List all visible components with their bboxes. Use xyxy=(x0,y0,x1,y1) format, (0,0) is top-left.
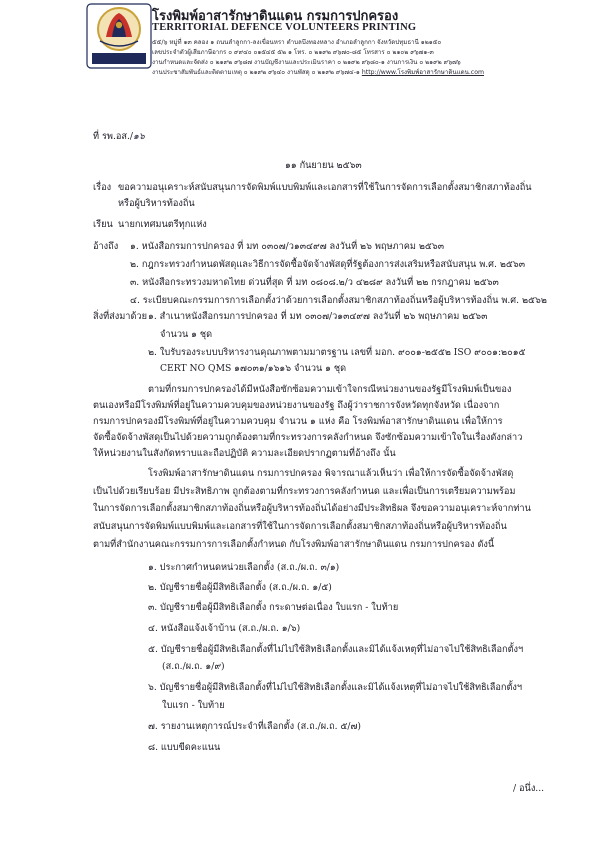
org-address: ๕๕/๖ หมู่ที่ ๑๓ คลอง ๑ ถนนลำลูกกา-ลงเขื่อนหรา ตำบลบึงทองหลาง อำเภอลำลูกกา จังหวัดปทุมธานี ๑๒๑๕๐ xyxy=(152,39,442,46)
org-tax-phone: เลขประจำตัวผู้เสียภาษีอากร ๐ ๙๙๔๐ ๐๑๕๔๕ ๕๒ ๑ โทร. ๐ ๒๑๙๒ ๙๖๗๐-๘๕ โทรสาร ๐ ๒๑๐๒ ๙๖๗๑-๓ xyxy=(152,49,434,56)
form-list-item: ๒. บัญชีรายชื่อผู้มีสิทธิเลือกตั้ง (ส.ถ./ผ.ถ. ๑/๕) xyxy=(148,582,332,593)
document-reference xyxy=(93,129,145,144)
subject-line-2: หรือผู้บริหารท้องถิ่น xyxy=(118,198,195,209)
form-list-item: ๔. หนังสือแจ้งเจ้าบ้าน (ส.ถ./ผ.ถ. ๑/๖) xyxy=(148,623,301,634)
paragraph-2-line: ในการจัดการเลือกตั้งสมาชิกสภาท้องถิ่นหรือผู้บริหารท้องถิ่นได้อย่างมีประสิทธิผล จึงขอความอนุเคราะห์จากท่าน xyxy=(93,503,531,514)
paragraph-1-line: จัดซื้อจัดจ้างพัสดุเป็นไปด้วยความถูกต้องตามที่กระทรวงการคลังกำหนด จึงซักซ้อมความเข้าใจในเรื่องดังกล่าว xyxy=(93,432,523,443)
paragraph-2-line: เป็นไปด้วยเรียบร้อย มีประสิทธิภาพ ถูกต้องตามที่กระทรวงการคลังกำหนด และเพื่อเป็นการเตรียมความพร้อม xyxy=(93,486,516,497)
form-list-item: ๕. บัญชีรายชื่อผู้มีสิทธิเลือกตั้งที่ไม่ไปใช้สิทธิเลือกตั้งและมิได้แจ้งเหตุที่ไม่อาจไปใช้สิทธิเลือกตั้งฯ xyxy=(148,644,524,655)
to-label: เรียน xyxy=(93,219,113,230)
form-list-item-cont: (ส.ถ./ผ.ถ. ๑/๙) xyxy=(162,661,225,672)
paragraph-2-line: ตามที่สำนักงานคณะกรรมการการเลือกตั้งกำหนด กับโรงพิมพ์อาสารักษาดินแดน กรมการปกครอง ดังนี้ xyxy=(93,539,495,550)
subject-label: เรื่อง xyxy=(93,182,112,193)
reference-number: ๑๖ xyxy=(133,131,145,142)
form-list-item: ๑. ประกาศกำหนดหน่วยเลือกตั้ง (ส.ถ./ผ.ถ. ๓/๑) xyxy=(148,562,340,573)
reference-label: ที่ รพ.อส./ xyxy=(93,131,134,142)
paragraph-2-line: สนับสนุนการจัดพิมพ์แบบพิมพ์และเอกสารที่ใช้ในการจัดการเลือกตั้งสมาชิกสภาท้องถิ่นหรือผู้บริหารท้องถิ่น xyxy=(93,521,507,532)
subject-line-1: ขอความอนุเคราะห์สนับสนุนการจัดพิมพ์แบบพิมพ์และเอกสารที่ใช้ในการจัดการเลือกตั้งสมาชิกสภาท้องถิ่น xyxy=(118,182,532,193)
reference-item: ๒. กฎกระทรวงกำหนดพัสดุและวิธีการจัดซื้อจัดจ้างพัสดุที่รัฐต้องการส่งเสริมหรือสนับสนุน พ.ศ. ๒๕๖๓ xyxy=(130,259,525,270)
enclosure-item: ๑. สำเนาหนังสือกรมการปกครอง ที่ มท ๐๓๐๗/ว๑๓๔๙๗ ลงวันที่ ๒๖ พฤษภาคม ๒๕๖๓ xyxy=(148,311,488,322)
paragraph-1-line: ตนเองหรือมีโรงพิมพ์ที่อยู่ในความควบคุมของหน่วยงานของรัฐ ถึงผู้ว่าราชการจังหวัดทุกจังหวัด เนื่องจาก xyxy=(93,400,500,411)
form-list-item-cont: ใบแรก - ใบท้าย xyxy=(162,700,225,711)
paragraph-1-line: ให้หน่วยงานในสังกัดทราบและถือปฏิบัติ ความละเอียดปรากฏตามที่อ้างถึง นั้น xyxy=(93,448,396,459)
form-list-item: ๗. รายงานเหตุการณ์ประจำที่เลือกตั้ง (ส.ถ./ผ.ถ. ๕/๗) xyxy=(148,721,361,732)
organization-seal-icon xyxy=(86,3,152,69)
to-value: นายกเทศมนตรีทุกแห่ง xyxy=(118,219,207,230)
enclosure-quantity: จำนวน ๑ ชุด xyxy=(160,329,213,340)
paragraph-1-line: กรมการปกครองมีโรงพิมพ์ที่อยู่ในความควบคุม จำนวน ๑ แห่ง คือ โรงพิมพ์อาสารักษาดินแดน เพื่อให้การ xyxy=(93,416,503,427)
reference-item: ๑. หนังสือกรมการปกครอง ที่ มท ๐๓๐๗/ว๑๓๔๙๗ ลงวันที่ ๒๖ พฤษภาคม ๒๕๖๓ xyxy=(130,241,444,252)
org-departments-2 xyxy=(152,67,484,77)
form-list-item: ๘. แบบขีดคะแนน xyxy=(148,742,221,753)
form-list-item: ๓. บัญชีรายชื่อผู้มีสิทธิเลือกตั้ง กระดาษต่อเนื่อง ใบแรก - ใบท้าย xyxy=(148,602,399,613)
references-label: อ้างถึง xyxy=(93,241,119,252)
paragraph-2-line: โรงพิมพ์อาสารักษาดินแดน กรมการปกครอง พิจารณาแล้วเห็นว่า เพื่อให้การจัดซื้อจัดจ้างพัสดุ xyxy=(148,468,514,479)
enclosure-item-cont: CERT NO QMS ๑๗๐๓๑/๑๖๑๖ จำนวน ๑ ชุด xyxy=(160,363,347,374)
enclosures-label: สิ่งที่ส่งมาด้วย xyxy=(93,311,147,322)
org-website-link[interactable]: http://www.โรงพิมพ์อาสารักษาดินแดน.com xyxy=(361,69,485,76)
enclosure-item: ๒. ใบรับรองระบบบริหารงานคุณภาพตามมาตรฐาน เลขที่ มอก. ๙๐๐๑-๒๕๕๒ ISO ๙๐๐๑:๒๐๑๕ xyxy=(148,347,526,358)
org-departments: งานกำหนดและจัดส่ง ๐ ๒๑๙๒ ๙๖๘๗ งานบัญชีงานและประเมินราคา ๐ ๒๑๙๒ ๙๖๘๐-๑ งานการเงิน ๐ ๒๑๙๒ ๙๖๗๖ xyxy=(152,59,461,66)
document-date: ๑๑ กันยายน ๒๕๖๓ xyxy=(285,160,362,171)
org-departments-2-text: งานประชาสัมพันธ์และติดตามเหตุ ๐ ๒๑๙๒ ๙๖๔๐ งานพัสดุ ๐ ๒๑๙๒ ๙๖๗๔-๑ xyxy=(152,69,362,76)
reference-item: ๓. หนังสือกระทรวงมหาดไทย ด่วนที่สุด ที่ มท ๐๘๐๘.๒/ว ๔๒๘๙ ลงวันที่ ๒๒ กรกฎาคม ๒๕๖๓ xyxy=(130,277,499,288)
org-name-english: TERRITORIAL DEFENCE VOLUNTEERS PRINTING xyxy=(152,22,417,33)
continuation-marker: / อนึ่ง... xyxy=(513,783,545,794)
reference-item: ๔. ระเบียบคณะกรรมการการเลือกตั้งว่าด้วยการเลือกตั้งสมาชิกสภาท้องถิ่นหรือผู้บริหารท้องถิ่น พ.ศ. ๒๕๖๒ xyxy=(130,295,547,306)
org-name-thai: โรงพิมพ์อาสารักษาดินแดน กรมการปกครอง xyxy=(152,9,399,24)
form-list-item: ๖. บัญชีรายชื่อผู้มีสิทธิเลือกตั้งที่ไม่ไปใช้สิทธิเลือกตั้งและมิได้แจ้งเหตุที่ไม่อาจไปใช้สิทธิเลือกตั้งฯ xyxy=(148,682,523,693)
paragraph-1-line: ตามที่กรมการปกครองได้มีหนังสือซักซ้อมความเข้าใจกรณีหน่วยงานของรัฐมีโรงพิมพ์เป็นของ xyxy=(148,384,512,395)
